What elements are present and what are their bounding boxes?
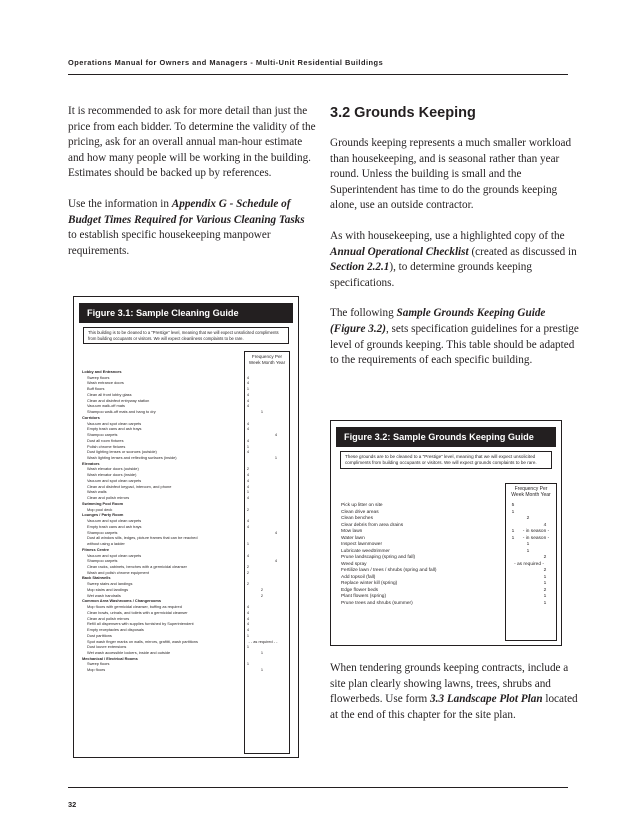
- frequency-value: 1: [543, 581, 547, 587]
- frequency-value: 2: [246, 581, 250, 587]
- task-label: Empty trash cans and ash trays: [87, 426, 142, 432]
- task-label: Mow lawn: [341, 529, 363, 535]
- footer-rule: [68, 787, 568, 788]
- frequency-value: 1: [260, 649, 264, 655]
- frequency-value: 5: [511, 503, 515, 508]
- task-label: Dust all window sills, ledges, picture frames that can be reached: [87, 535, 198, 541]
- figure-sample-cleaning-guide: [73, 296, 299, 758]
- task-label: Wash entrance doors: [87, 380, 124, 386]
- frequency-value: 1: [543, 574, 547, 580]
- task-label: Polish chrome fixtures: [87, 443, 126, 449]
- frequency-value: 1: [543, 600, 547, 606]
- task-label: Spot wash finger marks on walls, mirrors, grafitti, wash partitions: [87, 638, 198, 644]
- right-column: [330, 104, 580, 384]
- task-label: Clean all front lobby glass: [87, 391, 132, 397]
- task-row: [82, 667, 292, 673]
- frequency-value: 4: [246, 621, 250, 627]
- task-label: Wash lighting lenses and reflecting surfaces (inside): [87, 455, 177, 461]
- appendix-reference: Appendix G - Schedule of Budget Times Required for Various Cleaning Tasks: [68, 197, 305, 226]
- frequency-value: 1: [246, 661, 250, 667]
- frequency-value: 1: [511, 535, 515, 541]
- frequency-column-box: Frequency Per Week Month Year: [505, 483, 557, 641]
- task-label: Swimming Pool Room: [82, 500, 124, 506]
- paragraph: It is recommended to ask for more detail than just the price from each bidder. To determine the validity of the pricing, ask for an overall annual man-hour estimate and how many people will be working in the building. Estimates should be backed up by references.: [68, 105, 316, 180]
- task-label: Dust partitions: [87, 632, 112, 638]
- frequency-value: 2: [543, 568, 547, 574]
- frequency-span: - in season -: [522, 529, 550, 535]
- task-label: Weed spray: [341, 561, 367, 567]
- task-label: Vacuum and spot clean carpets: [87, 518, 142, 524]
- frequency-value: 4: [246, 518, 250, 524]
- frequency-value: 4: [246, 391, 250, 397]
- frequency-value: 4: [274, 432, 278, 438]
- frequency-value: 4: [246, 426, 250, 432]
- frequency-value: 4: [274, 529, 278, 535]
- task-label: Clean bowls, urinals, and toilets with a germicidal cleanser: [87, 609, 188, 615]
- paragraph: Use the information in Appendix G - Schedule of Budget Times Required for Various Cleaning Tasks to establish specific housekeeping manpower requirements.: [68, 197, 305, 257]
- frequency-value: 4: [246, 472, 250, 478]
- figure-sample-grounds-keeping-guide: [330, 420, 562, 646]
- frequency-value: 4: [246, 380, 250, 386]
- task-label: Clean benches: [341, 516, 374, 522]
- task-label: Vacuum walk-off mats: [87, 403, 125, 409]
- frequency-value: 1: [246, 541, 250, 547]
- task-label: Clean drive areas: [341, 509, 379, 515]
- task-label: Shampoo carpets: [87, 558, 118, 564]
- frequency-value: 1: [246, 386, 250, 392]
- task-label: Fitness Centre: [82, 546, 110, 552]
- task-label: Mechanical / Electrical Rooms: [82, 655, 138, 661]
- frequency-value: 4: [246, 403, 250, 409]
- frequency-value: 1: [246, 644, 250, 650]
- frequency-value: 2: [260, 586, 264, 592]
- task-label: Vacuum and spot clean carpets: [87, 477, 142, 483]
- frequency-header: Frequency Per: [251, 354, 283, 359]
- frequency-value: 1: [274, 455, 278, 461]
- frequency-value: 1: [526, 548, 530, 554]
- task-label: Vacuum and spot clean carpets: [87, 420, 142, 426]
- frequency-value: 2: [526, 516, 530, 522]
- frequency-value: 1: [246, 489, 250, 495]
- frequency-value: 4: [274, 558, 278, 564]
- task-label: Fertilize lawn / trees / shrubs (spring and fall): [341, 568, 437, 574]
- task-label: Lobby and Entrances: [82, 369, 122, 374]
- frequency-value: 1: [246, 443, 250, 449]
- frequency-value: 4: [246, 523, 250, 529]
- frequency-value: 4: [246, 477, 250, 483]
- frequency-value: 4: [543, 522, 547, 528]
- frequency-value: 1: [260, 667, 264, 673]
- task-label: Corridors: [82, 414, 100, 420]
- task-label: Buff floors: [87, 386, 105, 392]
- task-label: Pick up litter on site: [341, 503, 383, 508]
- task-label: Wet wash accessible lockers, inside and outside: [87, 649, 171, 655]
- figure-note: These grounds are to be cleaned to a "Prestige" level, meaning that we will expect unsolicited compliments from building occupants or visitors. We will expect grounds complaints to be rare.: [340, 451, 552, 469]
- frequency-value: 4: [246, 604, 250, 610]
- task-label: Prune landscaping (spring and fall): [341, 555, 416, 561]
- paragraph: As with housekeeping, use a highlighted copy of the Annual Operational Checklist (created as discussed in Section 2.2.1), to determine grounds keeping specifications.: [330, 229, 577, 289]
- page-number: 32: [68, 800, 77, 809]
- frequency-value: 2: [543, 587, 547, 593]
- frequency-value: 2: [246, 569, 250, 575]
- task-label: Edge flower beds: [341, 587, 379, 593]
- frequency-value: 4: [246, 609, 250, 615]
- frequency-column-box: Frequency Per Week Month Year: [244, 351, 290, 754]
- task-label: Refill all dispensers with supplies furnished by Superintendent: [87, 621, 194, 627]
- figure-note: This building is to be cleaned to a "Prestige" level, meaning that we will expect unsolicited compliments from building occupants or visitors. We will expect cleanliness complaints to be rare.: [83, 327, 289, 344]
- task-label: Sweep stairs and landings: [87, 581, 133, 587]
- frequency-value: 2: [246, 506, 250, 512]
- task-label: Dust all room fixtures: [87, 437, 124, 443]
- task-label: Sweep floors: [87, 661, 110, 667]
- header-rule: [68, 74, 568, 75]
- task-label: Plant flowers (spring): [341, 594, 387, 600]
- paragraph: The following Sample Grounds Keeping Guide (Figure 3.2), sets specification guidelines for a prestige level of grounds keeping. This table should be adapted to the requirements of each specific building.: [330, 307, 579, 367]
- task-label: Add topsoil (fall): [341, 574, 376, 580]
- frequency-span: - in season -: [522, 535, 550, 541]
- task-label: Wash and polish chrome equipment: [87, 569, 149, 575]
- task-label: Clean racks, cabinets, benches with a germicidal cleanser: [87, 563, 187, 569]
- figure-title: Figure 3.1: Sample Cleaning Guide: [79, 303, 293, 323]
- paragraph: Grounds keeping represents a much smaller workload than housekeeping, and is seasonal rather than year round. Unless the building is small and the Superintendent has time to do the grounds keeping alone, use an outside contractor.: [330, 137, 572, 212]
- frequency-value: 1: [526, 542, 530, 548]
- task-label: Vacuum and spot clean carpets: [87, 552, 142, 558]
- running-header: Operations Manual for Owners and Managers - Multi-Unit Residential Buildings: [68, 58, 384, 67]
- task-label: Dust louvre extensions: [87, 644, 127, 650]
- task-label: Replace winter kill (spring): [341, 581, 398, 587]
- frequency-value: 2: [543, 555, 547, 561]
- task-label: Shampoo carpets: [87, 529, 118, 535]
- task-label: Prune trees and shrubs (summer): [341, 600, 413, 606]
- frequency-value: 4: [246, 483, 250, 489]
- frequency-value: 2: [246, 563, 250, 569]
- frequency-value: 4: [246, 627, 250, 633]
- frequency-value: 1: [260, 409, 264, 415]
- task-label: Wet wash handrails: [87, 592, 121, 598]
- task-label: Inspect lawnmower: [341, 542, 383, 548]
- task-label: Clean and polish mirrors: [87, 615, 130, 621]
- frequency-value: 1: [543, 594, 547, 600]
- task-label: Clean and polish mirrors: [87, 495, 130, 501]
- form-reference: 3.3 Landscape Plot Plan: [430, 693, 543, 706]
- frequency-value: 2: [246, 466, 250, 472]
- frequency-value: 4: [246, 495, 250, 501]
- cleaning-task-table: [82, 369, 292, 673]
- frequency-value: 1: [511, 509, 515, 515]
- left-column: [68, 104, 316, 274]
- right-column-bottom: [330, 661, 580, 738]
- task-label: Lubricate weedtrimmer: [341, 548, 390, 554]
- task-label: Elevators: [82, 460, 100, 466]
- task-label: Water lawn: [341, 535, 365, 541]
- task-row: [341, 601, 557, 608]
- task-label: Dust lighting lenses or sconces (outside): [87, 449, 157, 455]
- frequency-span: - as required -: [514, 561, 544, 567]
- task-label: Mop floors with germicidal cleanser, buffing as required: [87, 604, 182, 610]
- task-label: Sweep floors: [87, 374, 110, 380]
- frequency-value: 4: [246, 615, 250, 621]
- task-label: Wash elevator doors (inside): [87, 472, 137, 478]
- task-label: Mop stairs and landings: [87, 586, 129, 592]
- task-label: Common Area Washrooms / Changerooms: [82, 598, 162, 604]
- section-heading: 3.2 Grounds Keeping: [330, 105, 476, 121]
- frequency-value: 4: [246, 397, 250, 403]
- task-label: Back Stairwells: [82, 575, 111, 581]
- frequency-value: 1: [511, 529, 515, 535]
- task-label: Clean and disinfect entryway station: [87, 397, 150, 403]
- task-label: without using a ladder: [87, 541, 125, 547]
- task-label: Mop floors: [87, 667, 106, 673]
- frequency-value: 1: [246, 632, 250, 638]
- frequency-value: 4: [246, 552, 250, 558]
- task-label: Wash elevator doors (outside): [87, 466, 139, 472]
- task-label: Clean and disinfect keypad, intercom, and phone: [87, 483, 172, 489]
- paragraph: When tendering grounds keeping contracts, include a site plan clearly showing lawns, trees, shrubs and flowerbeds. Use form 3.3 Landscape Plot Plan located at the end of this chapter for the site plan.: [330, 662, 578, 721]
- frequency-value: 4: [246, 374, 250, 380]
- task-label: Clear debris from area drains: [341, 522, 404, 528]
- task-label: Mop pool deck: [87, 506, 113, 512]
- frequency-header: Frequency Per: [514, 486, 548, 492]
- grounds-task-table: [341, 503, 557, 607]
- task-label: Shampoo walk-off mats and hang to dry: [87, 409, 156, 415]
- task-label: Empty receptacles and disposals: [87, 627, 144, 633]
- frequency-value: 4: [246, 420, 250, 426]
- frequency-value: 2: [260, 592, 264, 598]
- task-label: Shampoo carpets: [87, 432, 118, 438]
- figure-title: Figure 3.2: Sample Grounds Keeping Guide: [336, 427, 556, 447]
- frequency-span: - - as required - -: [248, 638, 278, 644]
- task-label: Empty trash cans and ash trays: [87, 523, 142, 529]
- task-label: Lounges / Party Room: [82, 512, 124, 518]
- task-label: Wash walls: [87, 489, 107, 495]
- frequency-value: 4: [246, 437, 250, 443]
- frequency-value: 4: [246, 449, 250, 455]
